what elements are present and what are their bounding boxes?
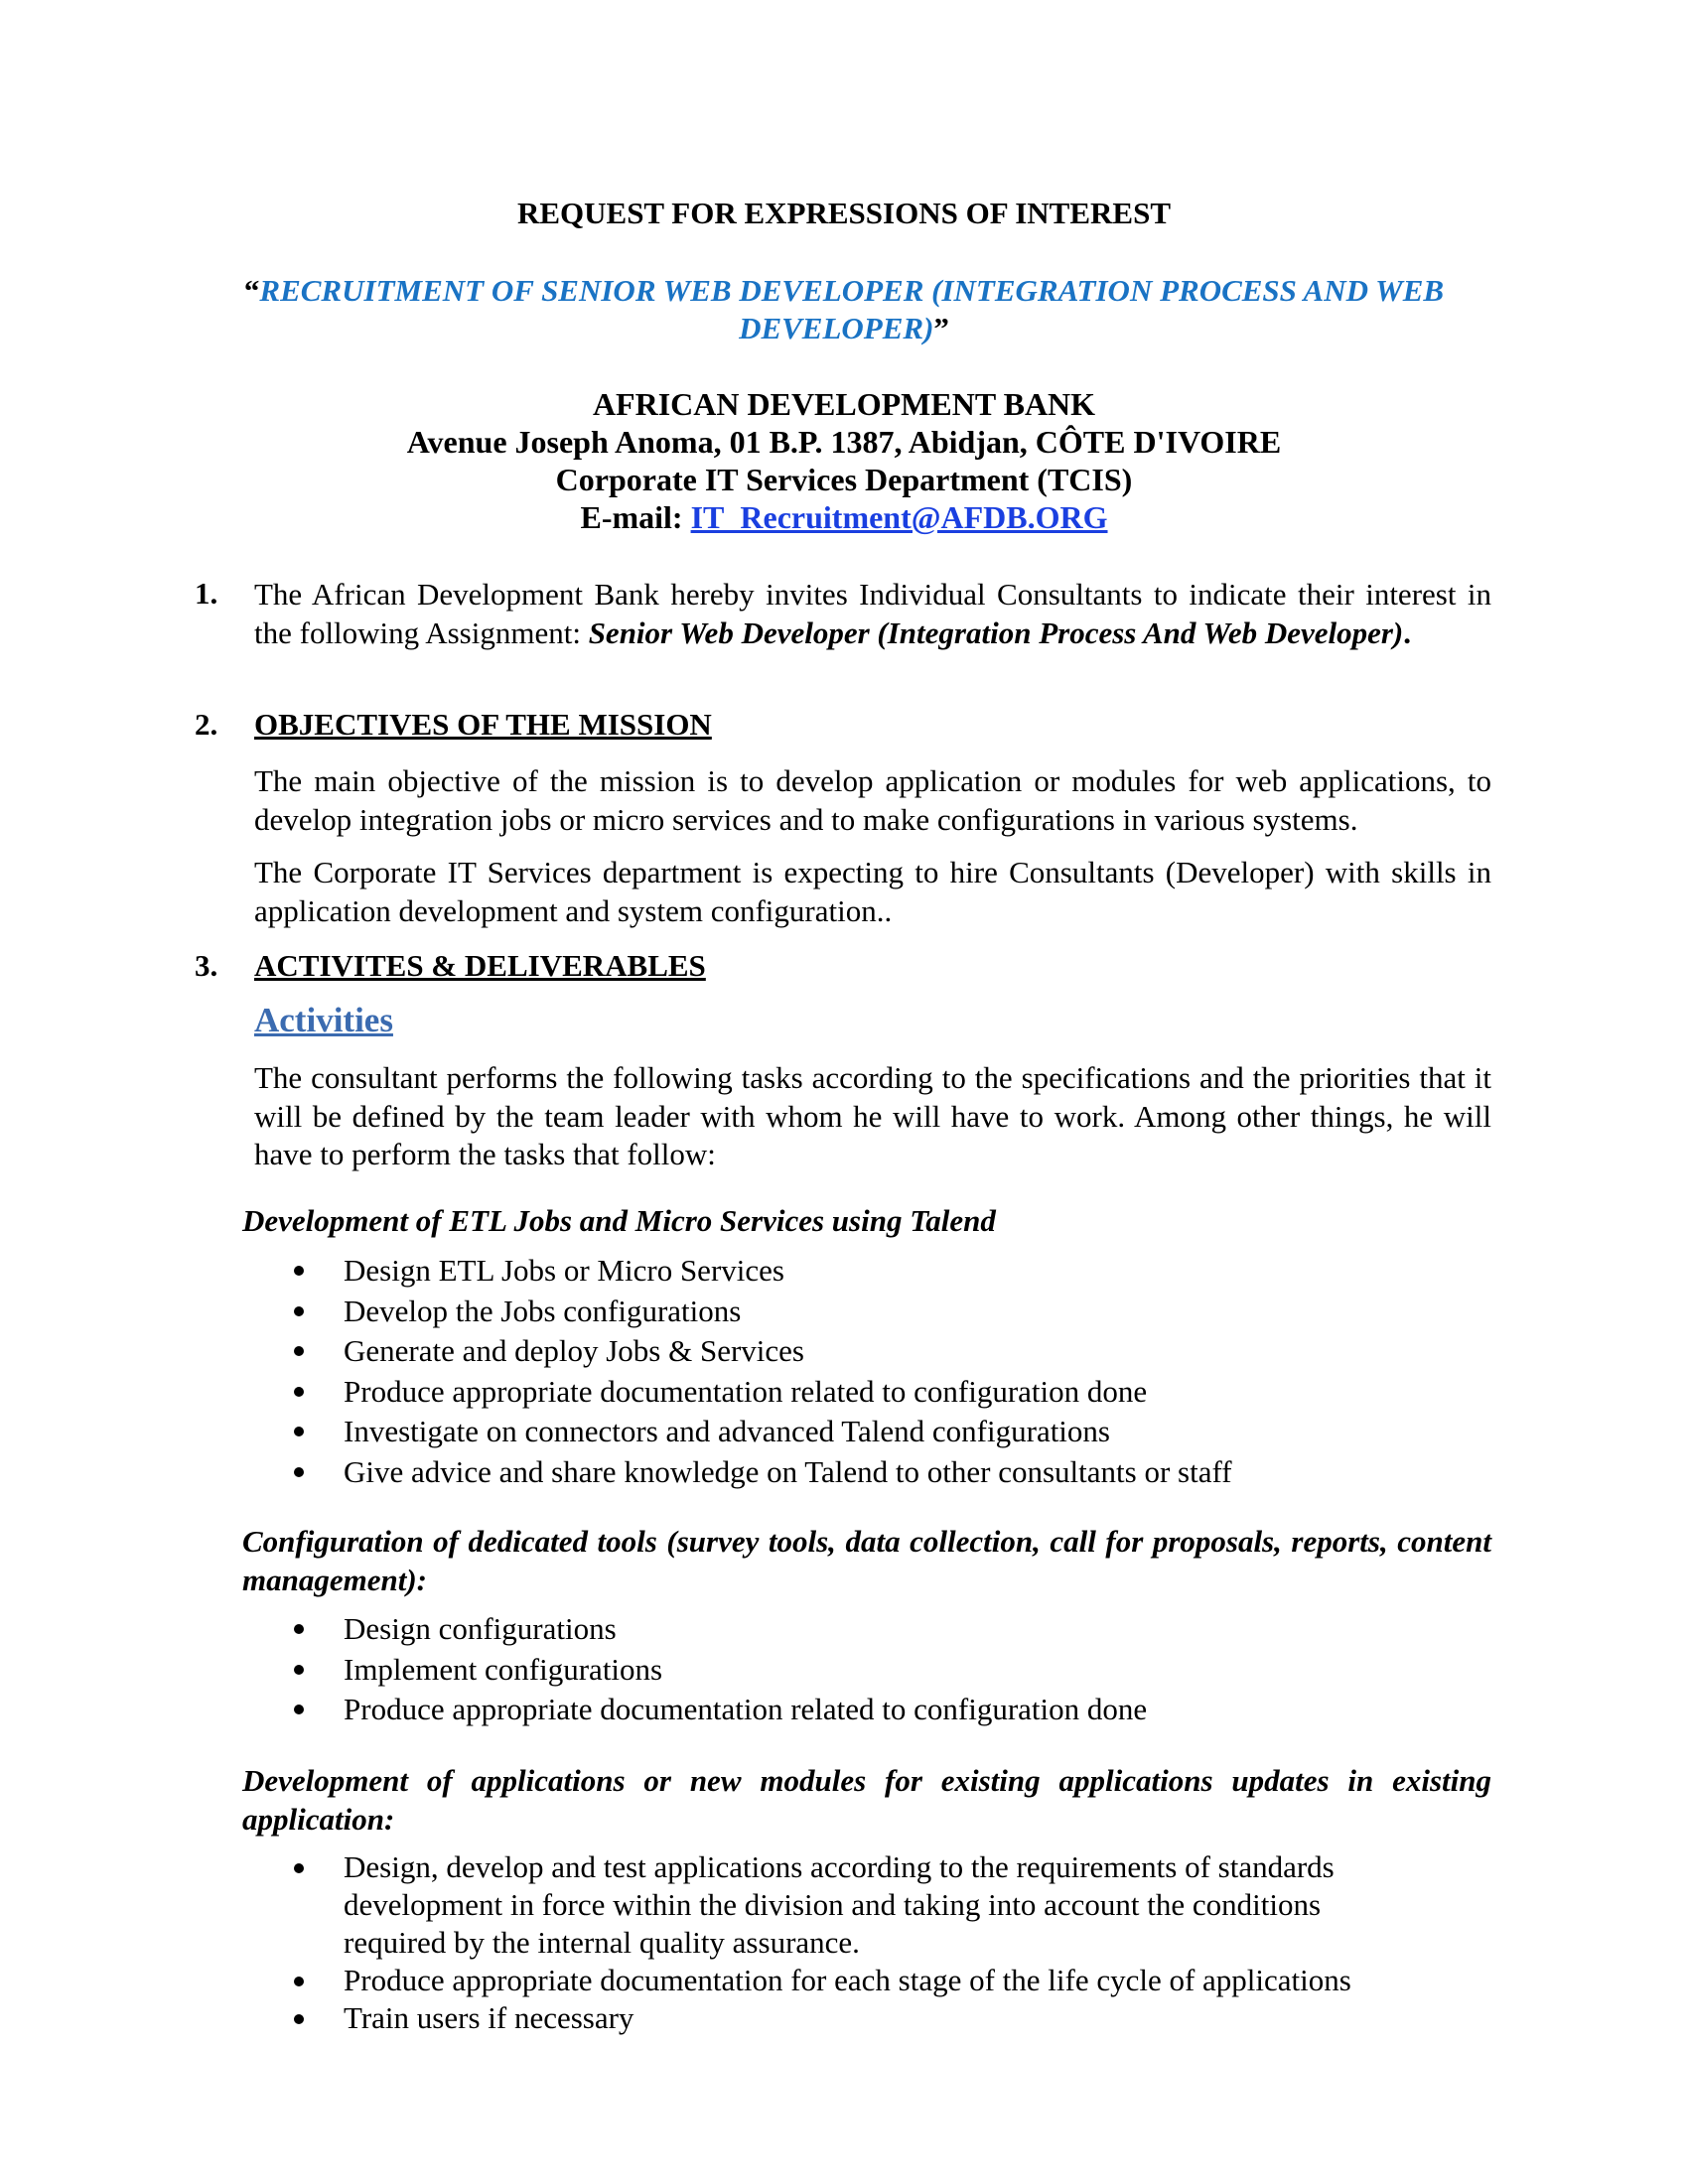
section-1-text-a: The African Development Bank hereby invites Individual Consultants to indicate their interest in the following Assignment: [254, 577, 1491, 650]
project-title [189, 272, 1499, 347]
list-item: Give advice and share knowledge on Talend to other consultants or staff [294, 1452, 1426, 1493]
group-3-list [294, 1848, 1426, 2037]
list-item: Produce appropriate documentation for each stage of the life cycle of applications [294, 1962, 1426, 1999]
bullet-icon [294, 1266, 304, 1276]
list-item: Develop the Jobs configurations [294, 1292, 1426, 1332]
assignment-name: Senior Web Developer (Integration Process And Web Developer) [588, 614, 1404, 650]
list-item: Design, develop and test applications according to the requirements of standards development in force within the division and taking into account the conditions required by the internal quality assurance. [294, 1848, 1426, 1962]
email-link[interactable]: IT_Recruitment@AFDB.ORG [690, 499, 1108, 535]
section-2-paragraph-1: The main objective of the mission is to develop application or modules for web applications, to develop integration jobs or micro services and to make configurations in various systems. [254, 763, 1491, 837]
group-3-title: Development of applications or new modules for existing applications updates in existing application: [242, 1763, 1491, 1837]
organization-address: Avenue Joseph Anoma, 01 B.P. 1387, Abidjan, CÔTE D'IVOIRE [406, 424, 1282, 460]
section-1-text [254, 576, 1491, 652]
organization-department: Corporate IT Services Department (TCIS) [555, 462, 1133, 497]
bullet-icon [294, 2014, 304, 2024]
bullet-icon [294, 1467, 304, 1477]
project-title-text: RECRUITMENT OF SENIOR WEB DEVELOPER (INTEGRATION PROCESS AND WEB DEVELOPER) [259, 273, 1445, 345]
organization-name: AFRICAN DEVELOPMENT BANK [592, 386, 1096, 422]
bullet-icon [294, 1977, 304, 1986]
list-item: Produce appropriate documentation related to configuration done [294, 1690, 1426, 1730]
list-item: Investigate on connectors and advanced Talend configurations [294, 1412, 1426, 1452]
bullet-icon [294, 1665, 304, 1675]
bullet-icon [294, 1387, 304, 1397]
bullet-icon [294, 1306, 304, 1316]
group-1-title: Development of ETL Jobs and Micro Services using Talend [242, 1203, 996, 1238]
group-1-list [294, 1251, 1426, 1492]
close-quote: ” [933, 311, 949, 345]
section-1-number: 1. [195, 576, 218, 611]
bullet-icon [294, 1863, 304, 1873]
organization-block [0, 385, 1688, 536]
section-3-number: 3. [195, 948, 218, 983]
list-item: Design configurations [294, 1609, 1426, 1650]
section-2-number: 2. [195, 707, 218, 742]
bullet-icon [294, 1624, 304, 1634]
list-item: Implement configurations [294, 1650, 1426, 1691]
email-line [0, 498, 1688, 536]
section-2-paragraph-2: The Corporate IT Services department is expecting to hire Consultants (Developer) with skills in application development and system configuration.. [254, 855, 1491, 928]
section-3-heading: ACTIVITES & DELIVERABLES [254, 948, 706, 983]
bullet-icon [294, 1346, 304, 1356]
group-2-title: Configuration of dedicated tools (survey tools, data collection, call for proposals, reports, content management): [242, 1524, 1491, 1597]
email-label: E-mail: [580, 499, 691, 535]
bullet-icon [294, 1705, 304, 1714]
document-title: REQUEST FOR EXPRESSIONS OF INTEREST [516, 196, 1172, 230]
section-1-text-c: . [1403, 614, 1411, 650]
bullet-icon [294, 1427, 304, 1436]
open-quote: “ [243, 273, 260, 308]
list-item: Produce appropriate documentation related to configuration done [294, 1372, 1426, 1413]
activities-heading: Activities [254, 1001, 393, 1039]
list-item: Design ETL Jobs or Micro Services [294, 1251, 1426, 1292]
group-2-list [294, 1609, 1426, 1730]
list-item: Generate and deploy Jobs & Services [294, 1331, 1426, 1372]
section-2-heading: OBJECTIVES OF THE MISSION [254, 707, 712, 742]
list-item: Train users if necessary [294, 1999, 1426, 2037]
activities-intro: The consultant performs the following tasks according to the specifications and the priorities that it will be defined by the team leader with whom he will have to work. Among other things, he will have to perform the tasks that follow: [254, 1060, 1491, 1171]
